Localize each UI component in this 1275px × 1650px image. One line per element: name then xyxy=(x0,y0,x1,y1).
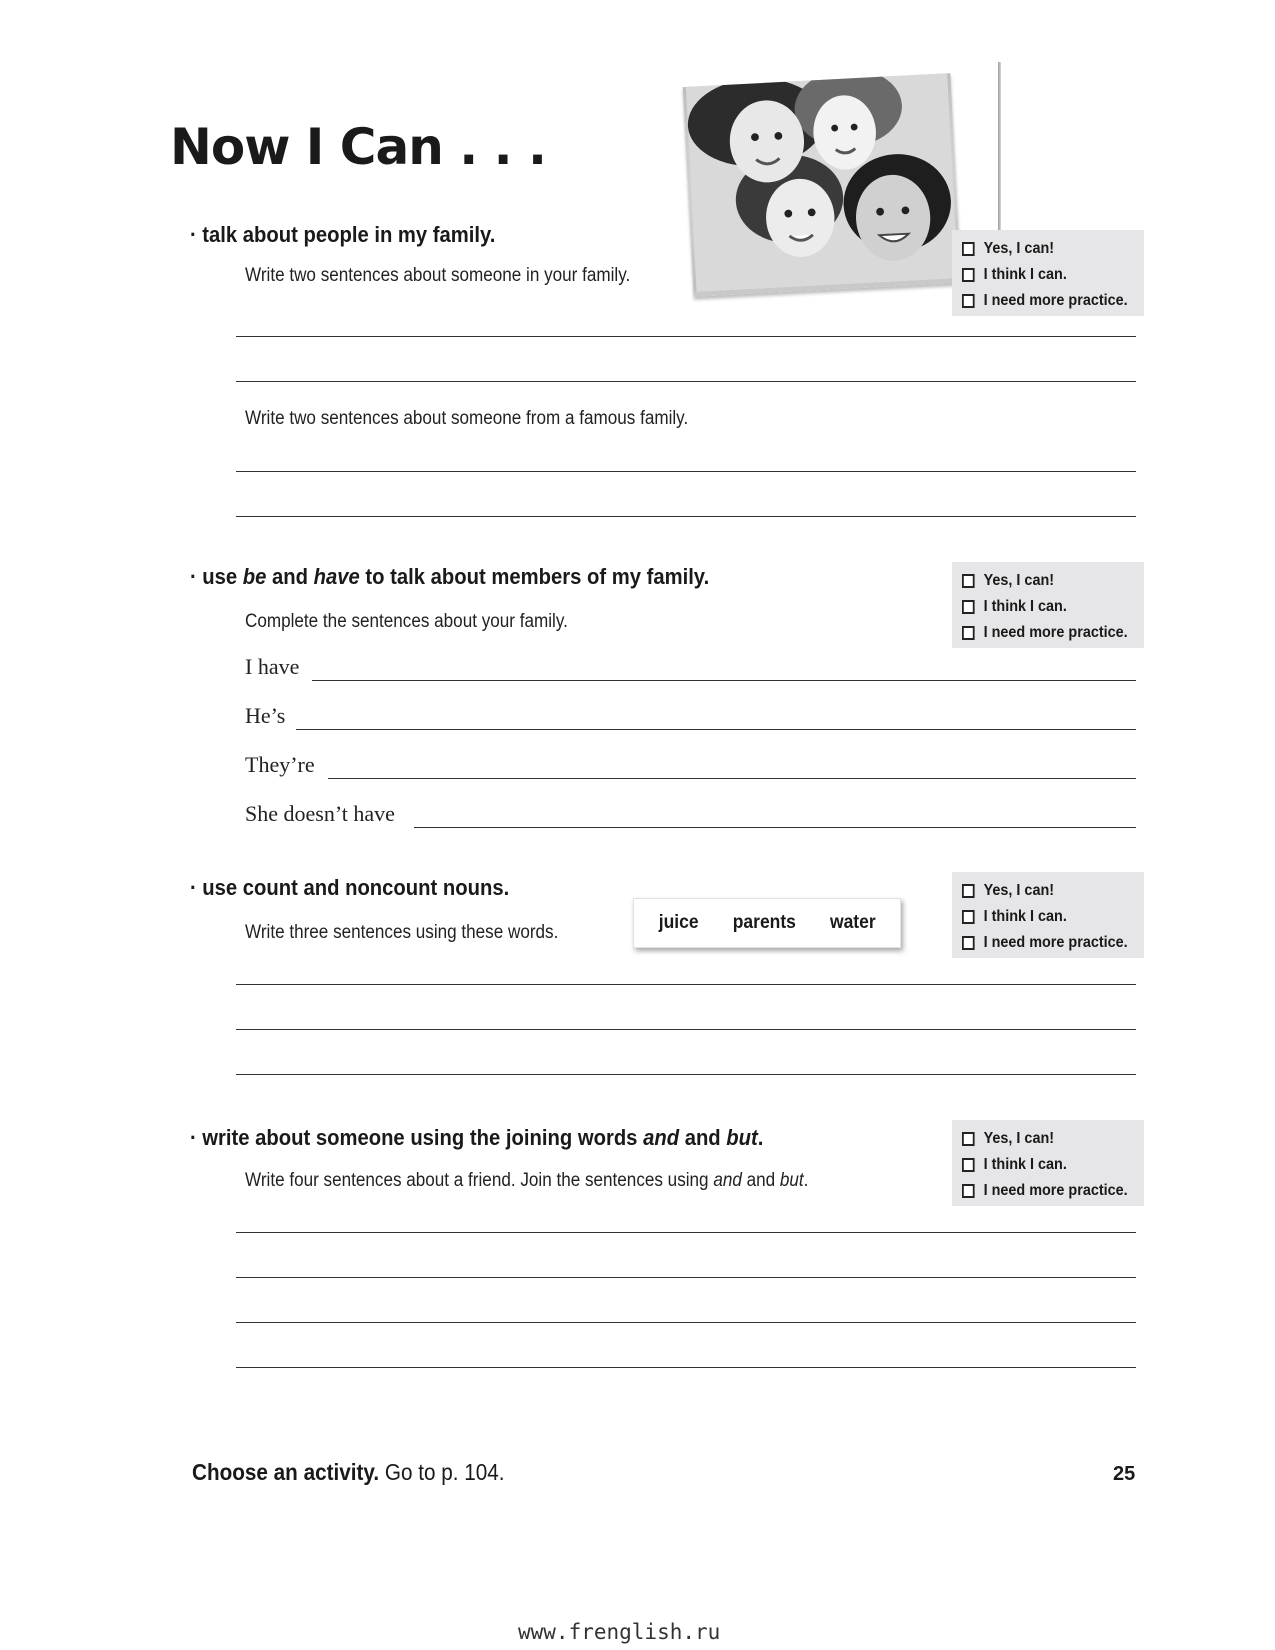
choose-activity-link[interactable]: Go to p. 104. xyxy=(379,1459,505,1485)
writing-line[interactable] xyxy=(236,381,1136,382)
section4-heading: · write about someone using the joining words and and but. xyxy=(190,1125,764,1150)
option-i-think-i-can[interactable]: I think I can. xyxy=(962,1152,1126,1178)
writing-line[interactable] xyxy=(236,1367,1136,1368)
writing-line[interactable] xyxy=(236,984,1136,985)
page-number: 25 xyxy=(1113,1463,1136,1485)
self-assessment-1 xyxy=(952,230,1144,316)
section2-heading: · use be and have to talk about members of my family. xyxy=(190,564,710,589)
prompt-hes: He’s xyxy=(245,703,286,728)
completion-line[interactable] xyxy=(414,827,1136,828)
checkbox[interactable] xyxy=(962,1184,975,1198)
bullet: · xyxy=(190,564,197,589)
choose-activity xyxy=(192,1459,505,1486)
checkbox[interactable] xyxy=(962,600,975,614)
emphasis-and: and xyxy=(643,1125,680,1150)
word-parents: parents xyxy=(732,912,796,933)
section1-heading-text: talk about people in my family. xyxy=(202,222,496,247)
emphasis-have: have xyxy=(313,564,360,589)
option-i-think-i-can[interactable]: I think I can. xyxy=(962,262,1126,288)
word-juice: juice xyxy=(658,912,699,933)
word-bank xyxy=(633,898,901,948)
section1-heading xyxy=(190,222,495,248)
checkbox[interactable] xyxy=(962,294,975,308)
checkbox[interactable] xyxy=(962,574,975,588)
writing-line[interactable] xyxy=(236,471,1136,472)
section1-instruction-1: Write two sentences about someone in your family. xyxy=(245,265,631,286)
writing-line[interactable] xyxy=(236,1322,1136,1323)
option-need-more-practice[interactable]: I need more practice. xyxy=(962,930,1126,956)
option-yes-i-can[interactable]: Yes, I can! xyxy=(962,878,1126,904)
family-photo-image xyxy=(683,73,962,297)
writing-line[interactable] xyxy=(236,1029,1136,1030)
choose-activity-label: Choose an activity. xyxy=(192,1459,380,1485)
bullet: · xyxy=(190,875,197,900)
checkbox[interactable] xyxy=(962,626,975,640)
option-yes-i-can[interactable]: Yes, I can! xyxy=(962,568,1126,594)
bullet: · xyxy=(190,222,197,247)
completion-line[interactable] xyxy=(328,778,1136,779)
self-assessment-2 xyxy=(952,562,1144,648)
checkbox[interactable] xyxy=(962,268,975,282)
watermark: www.frenglish.ru xyxy=(518,1620,721,1644)
checkbox[interactable] xyxy=(962,1158,975,1172)
section3-heading: · use count and noncount nouns. xyxy=(190,875,510,900)
option-yes-i-can[interactable]: Yes, I can! xyxy=(962,236,1126,262)
writing-line[interactable] xyxy=(236,1232,1136,1233)
option-need-more-practice[interactable]: I need more practice. xyxy=(962,1178,1126,1204)
writing-line[interactable] xyxy=(236,1074,1136,1075)
prompt-i-have: I have xyxy=(245,654,300,679)
word-water: water xyxy=(829,912,876,933)
emphasis-but: but xyxy=(726,1125,758,1150)
emphasis-be: be xyxy=(242,564,267,589)
option-i-think-i-can[interactable]: I think I can. xyxy=(962,904,1126,930)
self-assessment-3 xyxy=(952,872,1144,958)
writing-line[interactable] xyxy=(236,1277,1136,1278)
prompt-she-doesnt-have: She doesn’t have xyxy=(245,801,395,826)
section4-instruction: Write four sentences about a friend. Join the sentences using and and but. xyxy=(245,1170,809,1191)
option-need-more-practice[interactable]: I need more practice. xyxy=(962,620,1126,646)
option-need-more-practice[interactable]: I need more practice. xyxy=(962,288,1126,314)
completion-line[interactable] xyxy=(312,680,1136,681)
section2-instruction: Complete the sentences about your family. xyxy=(245,611,568,632)
writing-line[interactable] xyxy=(236,336,1136,337)
option-i-think-i-can[interactable]: I think I can. xyxy=(962,594,1126,620)
checkbox[interactable] xyxy=(962,910,975,924)
completion-line[interactable] xyxy=(296,729,1136,730)
family-faces-illustration xyxy=(683,73,961,292)
bullet: · xyxy=(190,1125,197,1150)
option-yes-i-can[interactable]: Yes, I can! xyxy=(962,1126,1126,1152)
checkbox[interactable] xyxy=(962,1132,975,1146)
prompt-theyre: They’re xyxy=(245,752,315,777)
checkbox[interactable] xyxy=(962,936,975,950)
section1-instruction-2: Write two sentences about someone from a famous family. xyxy=(245,408,689,429)
checkbox[interactable] xyxy=(962,242,975,256)
writing-line[interactable] xyxy=(236,516,1136,517)
checkbox[interactable] xyxy=(962,884,975,898)
self-assessment-4 xyxy=(952,1120,1144,1206)
page-title: Now I Can . . . xyxy=(170,118,547,176)
section3-instruction: Write three sentences using these words. xyxy=(245,922,559,943)
